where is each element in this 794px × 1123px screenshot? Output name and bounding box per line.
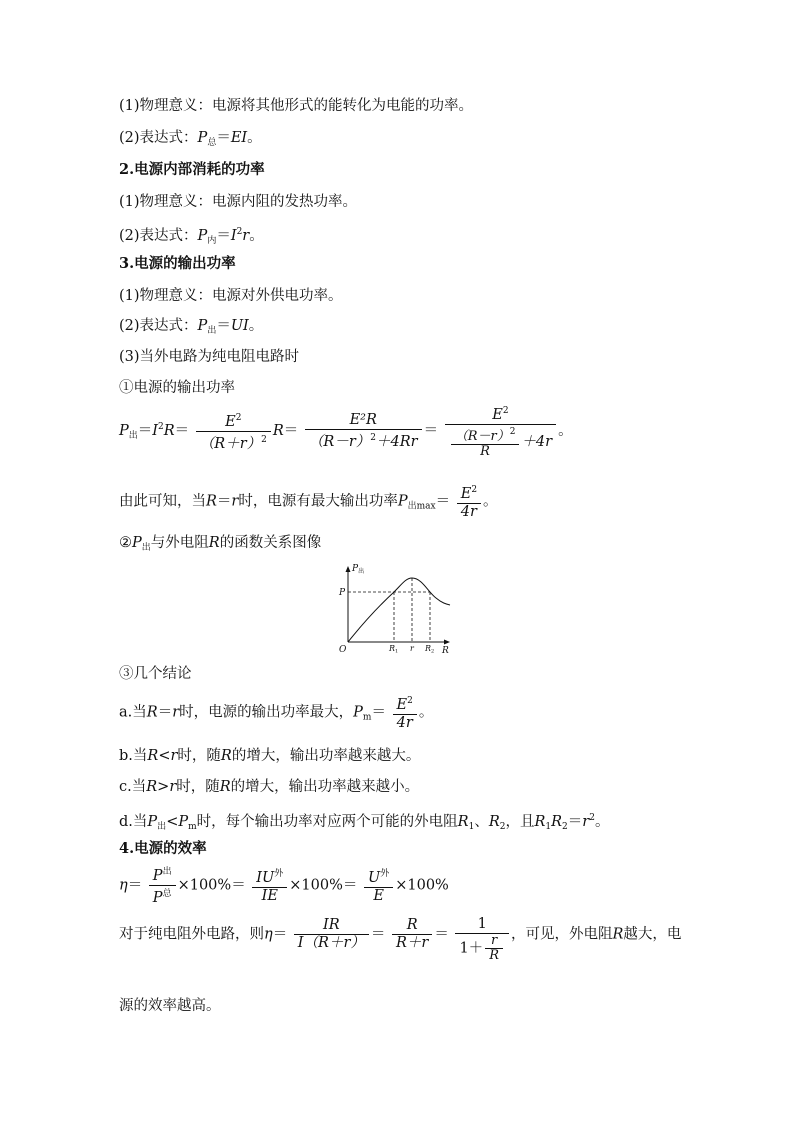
power-curve (348, 578, 450, 642)
gt: > (157, 779, 170, 795)
conclusion-b (119, 746, 420, 766)
x-axis-label: R (442, 646, 449, 656)
var-R: R (163, 423, 175, 439)
fraction-u (364, 866, 393, 905)
expr-prefix: (2)表达式： (119, 228, 198, 244)
text: 的增大，输出功率越来越小。 (230, 779, 420, 795)
var-R2: R (551, 814, 563, 830)
inner-den: R (480, 444, 490, 459)
period: 。 (483, 493, 498, 510)
text: 对于纯电阻外电路，则 (119, 926, 264, 943)
period: 。 (248, 318, 264, 334)
fraction-1 (196, 410, 271, 453)
var-P: P (147, 814, 158, 830)
sub-2: 2 (499, 822, 506, 832)
text: ，且 (505, 814, 535, 830)
sub-m: m (362, 712, 372, 723)
frac-num-sup: 2 (407, 696, 413, 706)
sub-2: 2 (562, 822, 568, 832)
var-r: r (231, 493, 239, 510)
frac-den-tail: ＋4Rr (376, 433, 418, 450)
text: 时，每个输出功率对应两个可能的外电阻 (196, 814, 458, 830)
var-R: R (146, 779, 158, 795)
text: d.当 (119, 814, 148, 830)
var-R: R (206, 493, 217, 510)
efficiency-formula (119, 864, 449, 907)
var-P: P (119, 423, 129, 439)
var-P: P (197, 228, 208, 244)
fraction-3 (445, 403, 556, 459)
s3-case: (3)当外电路为纯电阻电路时 (119, 349, 300, 365)
s3-expression (119, 316, 263, 341)
var-R: R (219, 779, 231, 795)
sup-2: 2 (236, 227, 243, 237)
var-I: I (152, 423, 159, 439)
var-r: r (170, 748, 178, 764)
frac-num: IR (323, 917, 340, 933)
conclusion-d (119, 808, 609, 837)
final-line: 源的效率越高。 (119, 998, 221, 1014)
sup-2: 2 (589, 813, 595, 823)
heading-internal-power: 2.电源内部消耗的功率 (119, 161, 265, 178)
eq: ＝ (342, 877, 358, 894)
period: 。 (249, 228, 264, 244)
frac-den-sup: 2 (370, 432, 376, 443)
frac-num-sup: 2 (471, 485, 478, 495)
eq: ＝ (567, 814, 583, 830)
frac-den: （R－r） (308, 433, 371, 450)
s3-meaning: (1)物理意义：电源对外供电功率。 (119, 288, 343, 304)
fraction-1-over (455, 916, 509, 963)
var-R: R (147, 748, 159, 764)
pct: ×100% (289, 877, 343, 894)
var-R2: R (488, 814, 500, 830)
tick-r: r (410, 644, 414, 653)
frac-den-sup: 总 (162, 889, 172, 899)
text: 时，随 (177, 748, 221, 764)
var-Pm: P (178, 814, 189, 830)
frac-num-sup: 外 (274, 869, 284, 879)
frac-den: （R＋r） (199, 435, 262, 452)
eq: ＝ (137, 423, 153, 439)
efficiency-pure-resistor (119, 916, 681, 963)
frac-num-sup: 出 (162, 867, 172, 877)
frac-num: E (396, 697, 408, 713)
power-resistance-graph (336, 562, 456, 658)
conclusion-a (119, 693, 433, 732)
s2-expression (119, 222, 264, 251)
comma: 、 (474, 814, 489, 830)
text: 由此可知，当 (119, 493, 206, 510)
var-r: r (582, 814, 590, 830)
text: 时，电源的输出功率最大， (179, 704, 354, 721)
var-R: R (146, 704, 158, 721)
frac-den-tail: ＋4r (521, 434, 553, 450)
period: 。 (418, 704, 434, 721)
eq: ＝ (231, 877, 246, 894)
origin-label: O (339, 645, 347, 655)
text: b.当 (119, 748, 148, 764)
var-R1: R (457, 814, 469, 830)
p-label: P (339, 588, 346, 598)
s1-expression (119, 128, 262, 153)
pct: ×100% (177, 877, 232, 894)
fraction-r (392, 917, 432, 952)
heading-efficiency: 4.电源的效率 (119, 840, 207, 857)
frac-den: E (373, 888, 384, 904)
text: ，可见，外电阻 (510, 926, 613, 943)
eq: ＝ (174, 423, 190, 439)
frac-num: P (152, 868, 163, 884)
inner-fraction (451, 425, 520, 459)
expr-prefix: (2)表达式： (119, 318, 198, 334)
inner-den: R (489, 948, 499, 963)
fraction-iu (252, 866, 287, 905)
var-R: R (220, 748, 232, 764)
sub-1: 1 (545, 822, 552, 832)
var-R1: R (534, 814, 546, 830)
circ: ② (119, 535, 132, 551)
frac-den: R＋r (395, 935, 429, 951)
fraction-max (457, 482, 481, 521)
frac-den: I（R＋r） (297, 935, 365, 951)
y-axis-label: $P_出$ (352, 564, 365, 575)
frac-den: P (152, 890, 163, 906)
var-r: r (242, 228, 250, 244)
var-P: P (197, 318, 208, 334)
period: 。 (247, 130, 262, 146)
frac-num: E²R (349, 411, 377, 428)
expr-EI: EI (230, 130, 248, 146)
heading-output-power: 3.电源的输出功率 (119, 255, 236, 272)
eq: ＝ (216, 318, 231, 334)
var-P: P (132, 535, 142, 551)
sub-chu: 出 (141, 543, 151, 553)
sub-m: m (188, 822, 197, 832)
var-P: P (397, 493, 408, 510)
max-power-conclusion (119, 482, 498, 521)
sub-chu: 出 (128, 431, 138, 441)
sub-chu: 出 (207, 326, 217, 336)
text: 的增大，输出功率越来越大。 (231, 748, 421, 764)
eq: ＝ (216, 228, 231, 244)
var-eta: η (264, 926, 273, 943)
var-R: R (612, 926, 624, 943)
tick-R2: R2 (425, 644, 435, 655)
frac-num: R (406, 917, 418, 933)
lt: < (166, 814, 179, 830)
fraction-2 (305, 412, 422, 451)
inner-num-sup: 2 (509, 427, 516, 437)
text: 时，随 (176, 779, 220, 795)
period: 。 (594, 814, 610, 830)
frac-num: 1 (477, 916, 487, 932)
fraction-pm (393, 693, 417, 732)
text: 越大，电 (623, 926, 682, 943)
var-P: P (197, 130, 208, 146)
expr-UI: UI (230, 318, 249, 334)
frac-num-sup: 2 (235, 412, 242, 423)
frac-num: IU (256, 870, 275, 886)
eq: ＝ (435, 493, 451, 510)
var-P: P (353, 704, 363, 721)
frac-num: U (367, 870, 381, 886)
inner-fraction (485, 934, 503, 963)
lt: < (158, 748, 171, 764)
eq: ＝ (434, 926, 449, 943)
text: 与外电阻 (150, 535, 209, 551)
output-power-formula (119, 403, 573, 459)
fraction-ir (294, 917, 369, 952)
var-R: R (208, 535, 220, 551)
pct: ×100% (395, 877, 449, 894)
s3-c1: ①电源的输出功率 (119, 380, 235, 396)
eq: ＝ (370, 926, 386, 943)
sub-chu: 出 (157, 822, 167, 832)
expr-prefix: (2)表达式： (119, 130, 198, 146)
text: a.当 (119, 704, 147, 721)
var-I: I (230, 228, 237, 244)
sub-nei: 内 (207, 236, 217, 246)
period: 。 (558, 423, 573, 439)
sup-2: 2 (158, 422, 164, 432)
s1-meaning: (1)物理意义：电源将其他形式的能转化为电能的功率。 (119, 98, 474, 114)
y-axis-arrow (346, 566, 351, 572)
frac-num: E (460, 486, 472, 502)
tick-R1: R1 (389, 644, 399, 655)
frac-num-sup: 外 (380, 869, 390, 879)
eq: ＝ (157, 704, 173, 721)
eq: ＝ (283, 423, 299, 439)
sub-zong: 总 (207, 138, 217, 148)
s2-meaning: (1)物理意义：电源内阻的发热功率。 (119, 194, 358, 210)
frac-den-sup: 2 (261, 434, 267, 445)
text: c.当 (119, 779, 147, 795)
frac-den: 4r (460, 504, 477, 520)
eq: ＝ (216, 493, 232, 510)
var-r: r (169, 779, 177, 795)
var-eta: η (119, 877, 128, 894)
frac-num: E (492, 407, 503, 423)
frac-den: 4r (396, 715, 413, 731)
inner-num: （R－r） (454, 429, 510, 444)
text: 的函数关系图像 (219, 535, 322, 551)
frac-num-sup: 2 (502, 406, 509, 416)
text: 时，电源有最大输出功率 (238, 493, 398, 510)
eq: ＝ (127, 877, 143, 894)
eq: ＝ (423, 423, 439, 439)
frac-den-pre: 1＋ (459, 940, 484, 957)
frac-den: IE (261, 888, 278, 904)
s3-c2 (119, 533, 321, 558)
sub-chumax: 出max (407, 501, 436, 512)
frac-num: E (225, 413, 236, 430)
eq: ＝ (371, 704, 386, 721)
var-r: r (172, 704, 180, 721)
eq: ＝ (216, 130, 231, 146)
fraction-p (149, 864, 176, 907)
var-R: R (272, 423, 284, 439)
conclusion-c (119, 777, 419, 797)
sub-1: 1 (468, 822, 475, 832)
c3-title: ③几个结论 (119, 666, 192, 682)
inner-num: r (490, 933, 498, 948)
eq: ＝ (272, 926, 288, 943)
x-axis-arrow (444, 640, 450, 645)
